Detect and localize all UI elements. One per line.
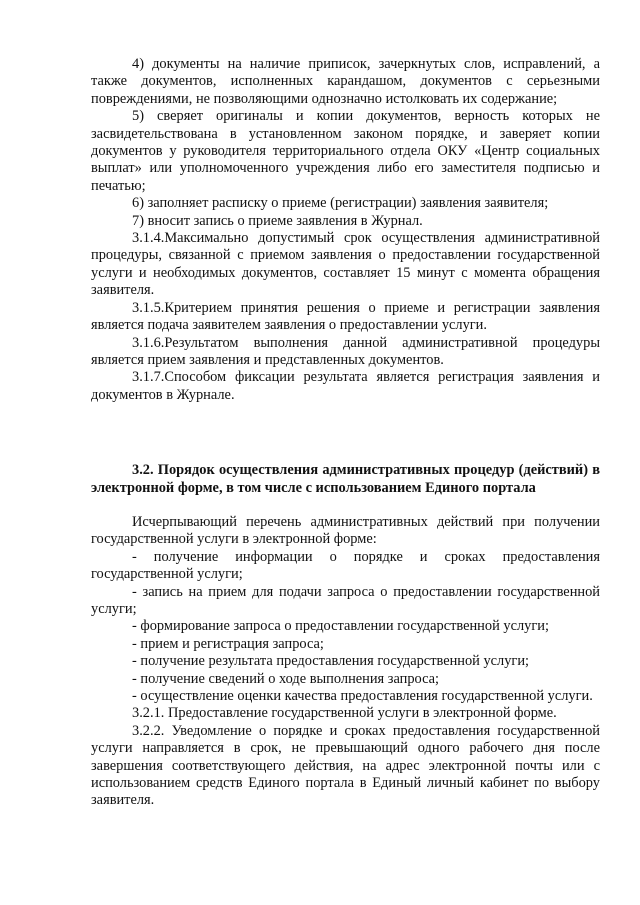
intro-paragraph: Исчерпывающий перечень административных действий при получении государственной услуги в электронной форме: xyxy=(91,513,600,548)
list-item: - получение результата предоставления государственной услуги; xyxy=(132,653,530,670)
list-item: - прием и регистрация запроса; xyxy=(132,635,324,652)
paragraph-3-1-5: 3.1.5.Критерием принятия решения о приеме и регистрации заявления является подача заявителем заявления о предоставлении услуги. xyxy=(91,299,600,334)
paragraph-3-2-1: 3.2.1. Предоставление государственной услуги в электронной форме. xyxy=(132,705,557,722)
list-item: 5) сверяет оригиналы и копии документов, верность которых не засвидетельствована в установленном законом порядке, и заверяет копии документов у руководителя территориального отдела ОКУ «Центр социальных выплат» или уполномоченного учреждения либо его заместителя подписью и печатью; xyxy=(91,108,600,194)
list-item: 6) заполняет расписку о приеме (регистрации) заявления заявителя; xyxy=(132,195,549,212)
section-spacer xyxy=(91,404,600,462)
paragraph-3-1-7: 3.1.7.Способом фиксации результата является регистрация заявления и документов в Журнале. xyxy=(91,369,600,403)
list-item: 4) документы на наличие приписок, зачеркнутых слов, исправлений, а также документов, исполненных карандашом, документов с серьезными повреждениями, не позволяющими однозначно истолковать их содержание; xyxy=(91,56,600,107)
list-item: - получение информации о порядке и сроках предоставления государственной услуги; xyxy=(91,548,600,583)
paragraph-3-1-4: 3.1.4.Максимально допустимый срок осуществления административной процедуры, связанной с приемом заявления о предоставлении государственной услуги и необходимых документов, составляет 15 минут с момента обращения заявителя. xyxy=(91,230,600,299)
list-item: - получение сведений о ходе выполнения запроса; xyxy=(132,670,440,687)
paragraph-3-2-2: 3.2.2. Уведомление о порядке и сроках предоставления государственной услуги направляется в срок, не превышающий одного рабочего дня после завершения соответствующего действия, на адрес электронной почты или с использованием средств Единого портала в Единый личный кабинет по выбору заявителя. xyxy=(91,722,600,809)
section-spacer xyxy=(91,497,600,514)
list-item: 7) вносит запись о приеме заявления в Журнал. xyxy=(132,212,423,229)
section-heading: 3.2. Порядок осуществления административных процедур (действий) в электронной форме, в том числе с использованием Единого портала xyxy=(91,462,600,496)
list-item: - формирование запроса о предоставлении государственной услуги; xyxy=(132,618,549,635)
paragraph-3-1-6: 3.1.6.Результатом выполнения данной административной процедуры является прием заявления и представленных документов. xyxy=(91,334,600,368)
list-item: - запись на прием для подачи запроса о предоставлении государственной услуги; xyxy=(91,583,600,617)
list-item: - осуществление оценки качества предоставления государственной услуги. xyxy=(132,688,593,704)
document-page xyxy=(91,56,600,810)
